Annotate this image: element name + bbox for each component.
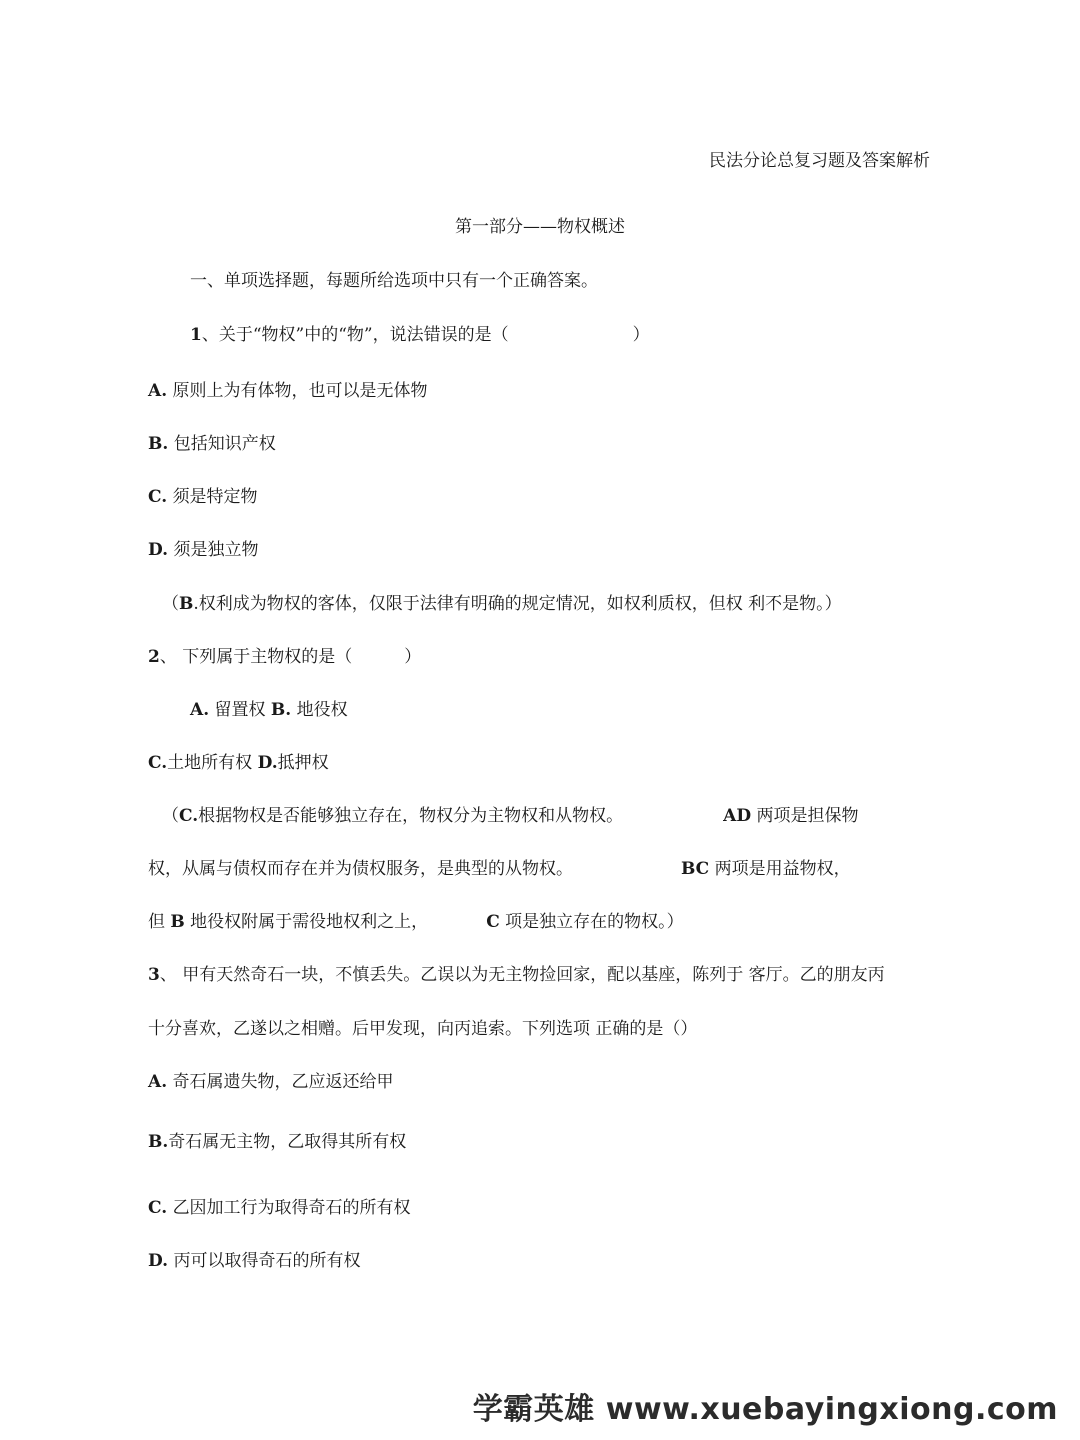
question-3-stem-line-1 [148,964,885,986]
analysis-text: .权利成为物权的客体，仅限于法律有明确的规定情况，如权利质权，但权 利不是物。） [193,594,842,614]
option-c [148,486,258,508]
instruction: 一、单项选择题，每题所给选项中只有一个正确答案。 [190,271,598,291]
question-1-stem [190,324,650,346]
question-2-analysis-line-2: 权，从属与债权而存在并为债权服务，是典型的从物权。 BC 两项是用益物权， [148,859,851,879]
question-number: 3 [148,965,160,985]
option-b [148,433,276,455]
question-text: 、 下列属于主物权的是（ [159,647,353,667]
answer-key: B [179,594,194,614]
question-3-stem-line-2: 十分喜欢，乙遂以之相赠。后甲发现，向丙追索。下列选项 正确的是（） [148,1019,698,1039]
option-d [148,1250,360,1272]
question-text: 、 甲有天然奇石一块，不慎丢失。乙误以为无主物捡回家，配以基座，陈列于 客厅。乙的朋友丙 [159,965,885,985]
question-2-stem [148,646,421,668]
option-a [148,380,428,402]
option-b [148,1131,406,1153]
option-letter: A. [148,1072,168,1092]
option-letter: B. [148,1132,169,1152]
question-text: 、关于“物权”中的“物”，说法错误的是（ [201,325,509,345]
option-text: 须是独立物 [173,540,259,560]
question-1-analysis: （B.权利成为物权的客体，仅限于法律有明确的规定情况，如权利质权，但权 利不是物。） [162,594,842,614]
answer-close-paren: ） [632,325,650,345]
section-title: 第一部分——物权概述 [455,217,625,237]
option-text: 原则上为有体物，也可以是无体物 [172,381,428,401]
site-watermark: 学霸英雄 www.xuebayingxiong.com [472,1392,1058,1427]
option-text: 奇石属无主物，乙取得其所有权 [168,1132,407,1152]
question-number: 2 [148,647,160,667]
option-c [148,1197,411,1219]
option-text: 乙因加工行为取得奇石的所有权 [172,1198,411,1218]
option-letter: A. [148,381,168,401]
option-letter: D. [148,1251,169,1271]
question-2-options-ab: A. 留置权 B. 地役权 [190,700,348,720]
question-number: 1 [190,325,202,345]
option-d [148,539,258,561]
question-2-analysis-line-1: （C.根据物权是否能够独立存在，物权分为主物权和从物权。 AD 两项是担保物 [162,806,859,826]
option-text: 包括知识产权 [173,434,276,454]
option-a [148,1071,394,1093]
option-letter: C. [148,487,168,507]
option-letter: D. [148,540,169,560]
option-text: 奇石属遗失物，乙应返还给甲 [172,1072,394,1092]
option-text: 须是特定物 [172,487,258,507]
option-letter: C. [148,1198,168,1218]
option-letter: B. [148,434,169,454]
option-text: 丙可以取得奇石的所有权 [173,1251,361,1271]
question-2-analysis-line-3: 但 B 地役权附属于需役地权利之上， C 项是独立存在的物权。） [148,912,684,932]
answer-close-paren: ） [404,647,422,667]
document-title: 民法分论总复习题及答案解析 [709,151,930,171]
question-2-options-cd: C.土地所有权 D.抵押权 [148,753,329,773]
